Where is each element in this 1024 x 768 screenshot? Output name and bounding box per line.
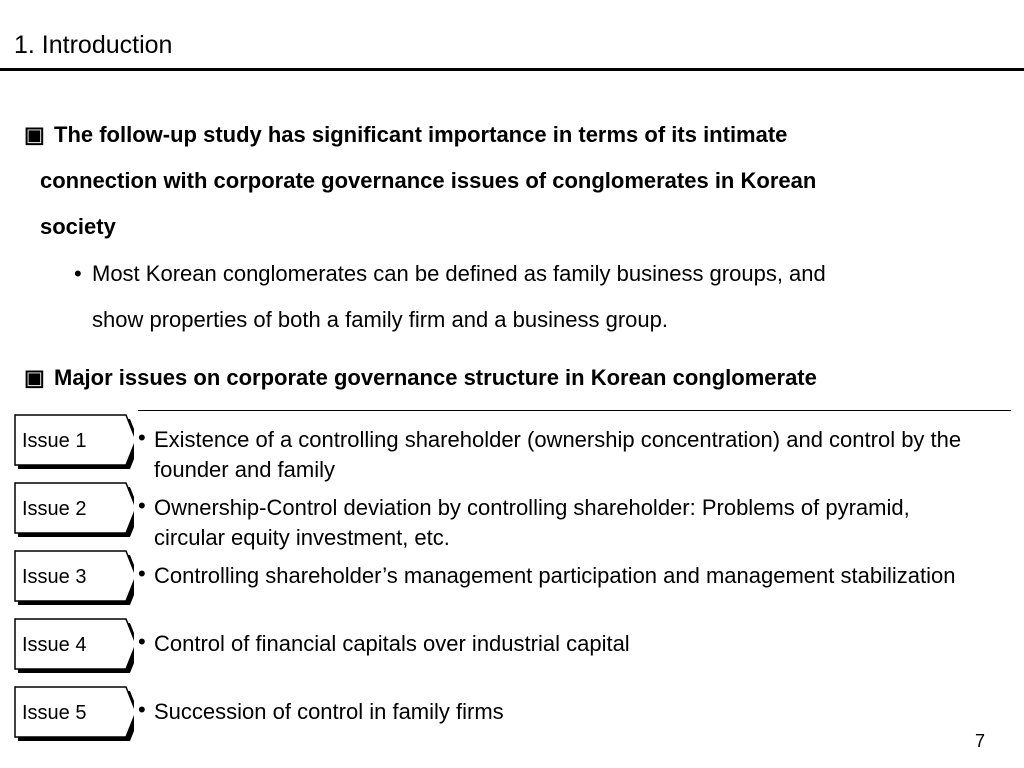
title-divider [0,68,1024,71]
section1-heading-line2: connection with corporate governance issues of conglomerates in Korean [40,168,817,193]
issue-description [138,493,968,553]
issue-tag [14,414,134,470]
section1-heading [24,112,954,250]
bullet-dot-icon: • [138,629,146,654]
square-bullet-icon: ▣ [24,365,45,390]
issue-description [138,561,968,591]
issue-label: Issue 4 [22,634,87,656]
section1-bullet-line2: show properties of both a family firm and a business group. [92,307,668,332]
bullet-dot-icon: • [138,493,146,518]
section1-heading-line3: society [40,214,116,239]
section1-heading-line1: The follow-up study has significant importance in terms of its intimate [54,122,788,147]
issue-label: Issue 1 [22,430,87,452]
section2-heading [24,355,984,401]
issue-text: Control of financial capitals over industrial capital [154,631,630,656]
issue-description [138,629,968,659]
section1-bullet [74,251,954,343]
issue-text: Ownership-Control deviation by controlling shareholder: Problems of pyramid, circular equity investment, etc. [154,495,910,550]
issue-tag [14,482,134,538]
issue-text: Succession of control in family firms [154,699,504,724]
bullet-dot-icon: • [138,561,146,586]
issue-tag [14,686,134,742]
bullet-dot-icon: • [138,425,146,450]
issue-label: Issue 5 [22,702,87,724]
issue-tag [14,550,134,606]
page-number: 7 [975,731,986,751]
issues-divider [138,410,1011,411]
square-bullet-icon: ▣ [24,122,45,147]
bullet-dot-icon: • [74,261,82,286]
issue-label: Issue 3 [22,566,87,588]
issue-text: Existence of a controlling shareholder (ownership concentration) and control by the founder and family [154,427,962,482]
section1-bullet-line1: Most Korean conglomerates can be defined as family business groups, and [92,261,826,286]
slide-title: 1. Introduction [14,31,173,59]
issue-label: Issue 2 [22,498,87,520]
issue-description [138,697,968,727]
section2-heading-text: Major issues on corporate governance structure in Korean conglomerate [54,365,817,390]
issue-tag [14,618,134,674]
issue-text: Controlling shareholder’s management participation and management stabilization [154,563,956,588]
issue-description [138,425,968,485]
bullet-dot-icon: • [138,697,146,722]
